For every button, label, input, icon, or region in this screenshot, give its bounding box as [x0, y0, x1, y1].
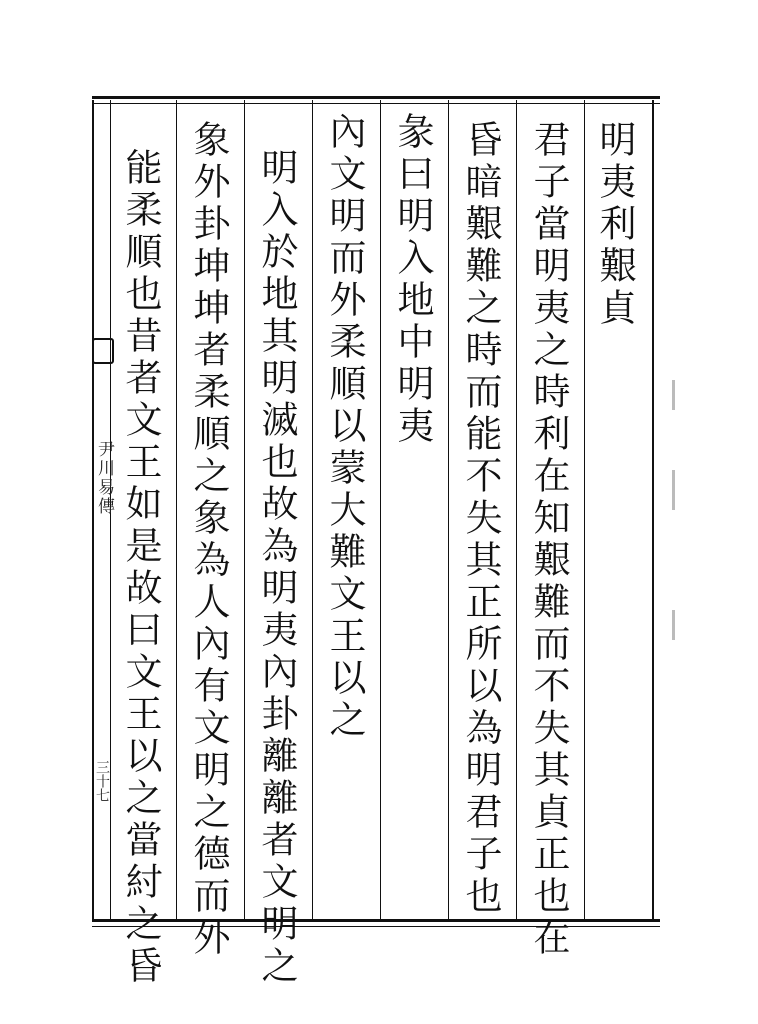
bleed-through-mark	[672, 470, 675, 510]
text-column-5: 內文明而外柔順以蒙大難文王以之	[323, 112, 366, 742]
column-divider	[584, 100, 585, 922]
column-divider	[176, 100, 177, 922]
top-border	[92, 96, 660, 99]
bleed-through-mark	[672, 380, 675, 410]
fishtail-mark	[92, 338, 114, 364]
text-column-7: 象外卦坤坤者柔順之象為人內有文明之德而外	[187, 120, 230, 960]
bleed-through-mark	[672, 610, 675, 640]
margin-book-title: 尹川易傳	[94, 440, 114, 516]
text-column-8: 能柔順也昔者文王如是故曰文王以之當紂之昏	[119, 148, 162, 988]
text-column-4: 彖曰明入地中明夷	[391, 112, 434, 448]
bottom-border-inner	[92, 926, 660, 927]
bottom-border	[92, 919, 660, 922]
column-divider	[244, 100, 245, 922]
top-border-inner	[92, 103, 660, 104]
text-column-2: 君子當明夷之時利在知艱難而不失其貞正也在	[527, 120, 570, 960]
text-column-6: 明入於地其明滅也故為明夷內卦離離者文明之	[255, 148, 298, 988]
column-divider	[516, 100, 517, 922]
column-divider	[312, 100, 313, 922]
text-column-3: 昏暗艱難之時而能不失其正所以為明君子也	[459, 120, 502, 918]
text-column-1: 明夷利艱貞	[593, 120, 636, 330]
page-number: 三十七	[94, 760, 110, 802]
right-frame-line	[652, 100, 654, 922]
column-divider	[448, 100, 449, 922]
column-divider	[380, 100, 381, 922]
